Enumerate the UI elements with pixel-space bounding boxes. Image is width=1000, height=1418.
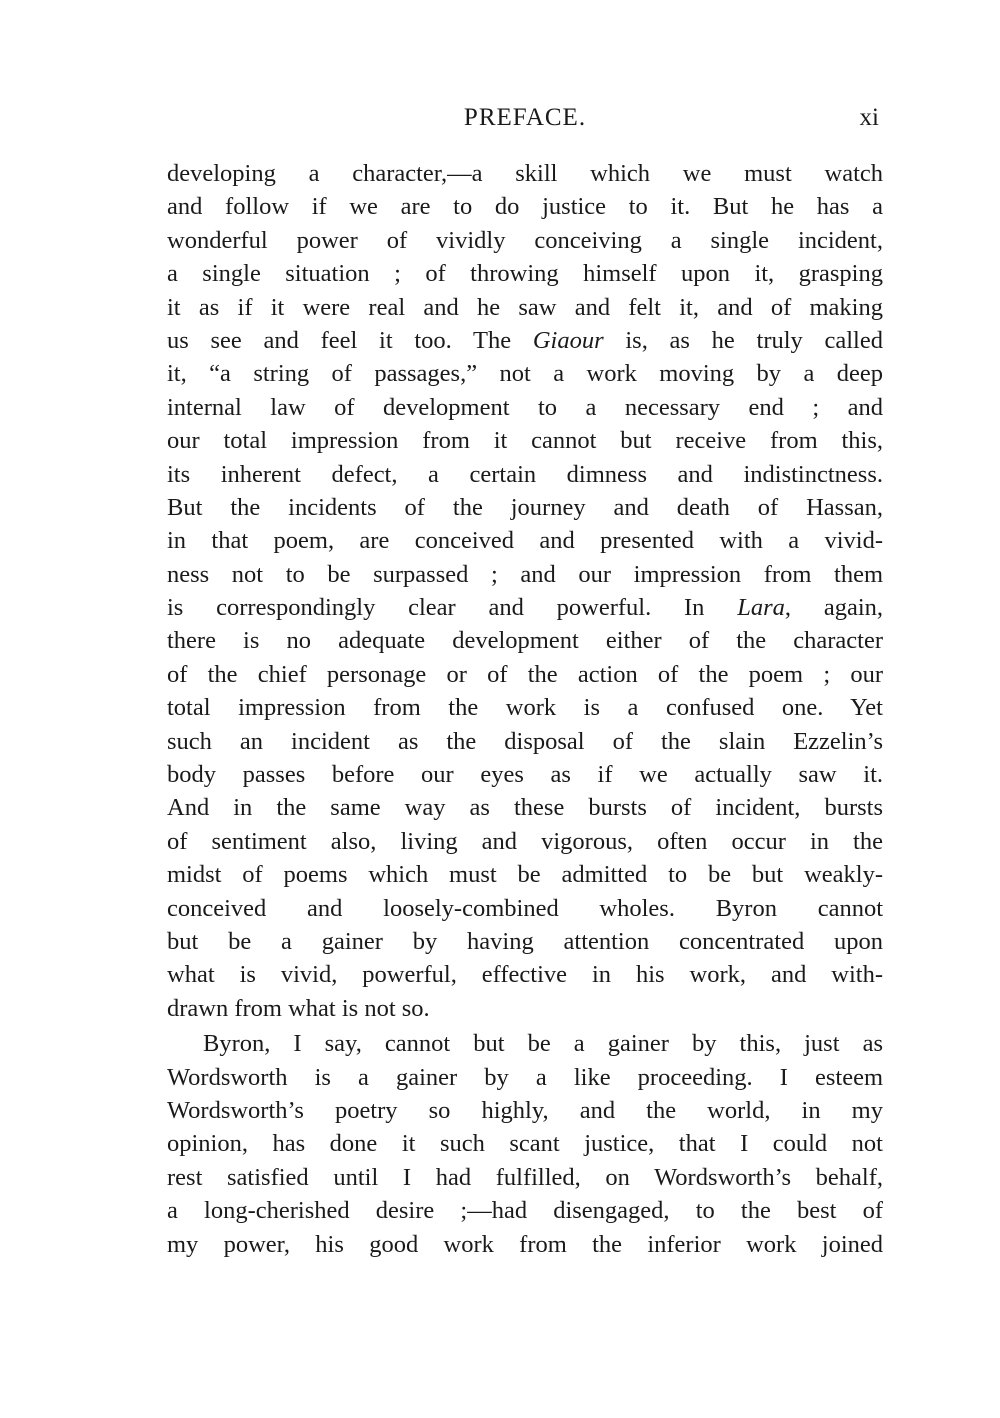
italic-title: Lara bbox=[737, 594, 785, 622]
text-line: rest satisfied until I had fulfilled, on Wordsworth’s behalf, bbox=[167, 1163, 883, 1191]
running-head bbox=[167, 104, 883, 138]
text-line: its inherent defect, a certain dimness and indistinctness. bbox=[167, 460, 883, 488]
body-text bbox=[167, 157, 883, 1261]
text-line: us see and feel it too. The Giaour is, as he truly called bbox=[167, 326, 883, 354]
paragraph bbox=[167, 1027, 883, 1261]
text-line: Wordsworth is a gainer by a like proceeding. I esteem bbox=[167, 1063, 883, 1091]
text-line: a single situation ; of throwing himself upon it, grasping bbox=[167, 260, 883, 288]
text-line: my power, his good work from the inferior work joined bbox=[167, 1230, 883, 1258]
text-line: drawn from what is not so. bbox=[167, 994, 430, 1022]
text-line: midst of poems which must be admitted to be but weakly- bbox=[167, 861, 883, 889]
text-line: wonderful power of vividly conceiving a single incident, bbox=[167, 226, 883, 254]
text-line: Wordsworth’s poetry so highly, and the world, in my bbox=[167, 1096, 883, 1124]
text-line: of sentiment also, living and vigorous, often occur in the bbox=[167, 827, 883, 855]
text-line: developing a character,—a skill which we must watch bbox=[167, 160, 883, 187]
text-line: in that poem, are conceived and presented with a vivid- bbox=[167, 527, 883, 555]
running-title: PREFACE. bbox=[463, 104, 587, 131]
text-line: conceived and loosely-combined wholes. Byron cannot bbox=[167, 894, 883, 922]
text-line: and follow if we are to do justice to it. But he has a bbox=[167, 193, 883, 221]
text-line: And in the same way as these bursts of incident, bursts bbox=[167, 794, 883, 822]
text-line: is correspondingly clear and powerful. In Lara, again, bbox=[167, 594, 883, 622]
text-line: total impression from the work is a confused one. Yet bbox=[167, 694, 883, 722]
text-line: our total impression from it cannot but receive from this, bbox=[167, 427, 883, 455]
text-line: a long-cherished desire ;—had disengaged, to the best of bbox=[167, 1197, 883, 1225]
italic-title: Giaour bbox=[532, 326, 604, 354]
text-line: opinion, has done it such scant justice, that I could not bbox=[167, 1130, 883, 1158]
paragraph bbox=[167, 157, 883, 1025]
page-number: xi bbox=[859, 104, 879, 131]
text-line: such an incident as the disposal of the slain Ezzelin’s bbox=[167, 727, 883, 755]
text-line: what is vivid, powerful, effective in his work, and with- bbox=[167, 961, 883, 989]
text-line: of the chief personage or of the action of the poem ; our bbox=[167, 660, 883, 688]
text-line: but be a gainer by having attention concentrated upon bbox=[167, 927, 883, 955]
text-line: But the incidents of the journey and death of Hassan, bbox=[167, 493, 883, 521]
text-line: it, “a string of passages,” not a work moving by a deep bbox=[167, 360, 883, 388]
text-line: it as if it were real and he saw and felt it, and of making bbox=[167, 293, 883, 321]
paragraph-container bbox=[167, 157, 883, 1261]
text-line: body passes before our eyes as if we actually saw it. bbox=[167, 761, 883, 789]
text-line: ness not to be surpassed ; and our impression from them bbox=[167, 560, 883, 588]
text-line: internal law of development to a necessary end ; and bbox=[167, 393, 883, 421]
text-line: Byron, I say, cannot but be a gainer by this, just as bbox=[203, 1030, 883, 1058]
text-line: there is no adequate development either of the character bbox=[167, 627, 883, 655]
